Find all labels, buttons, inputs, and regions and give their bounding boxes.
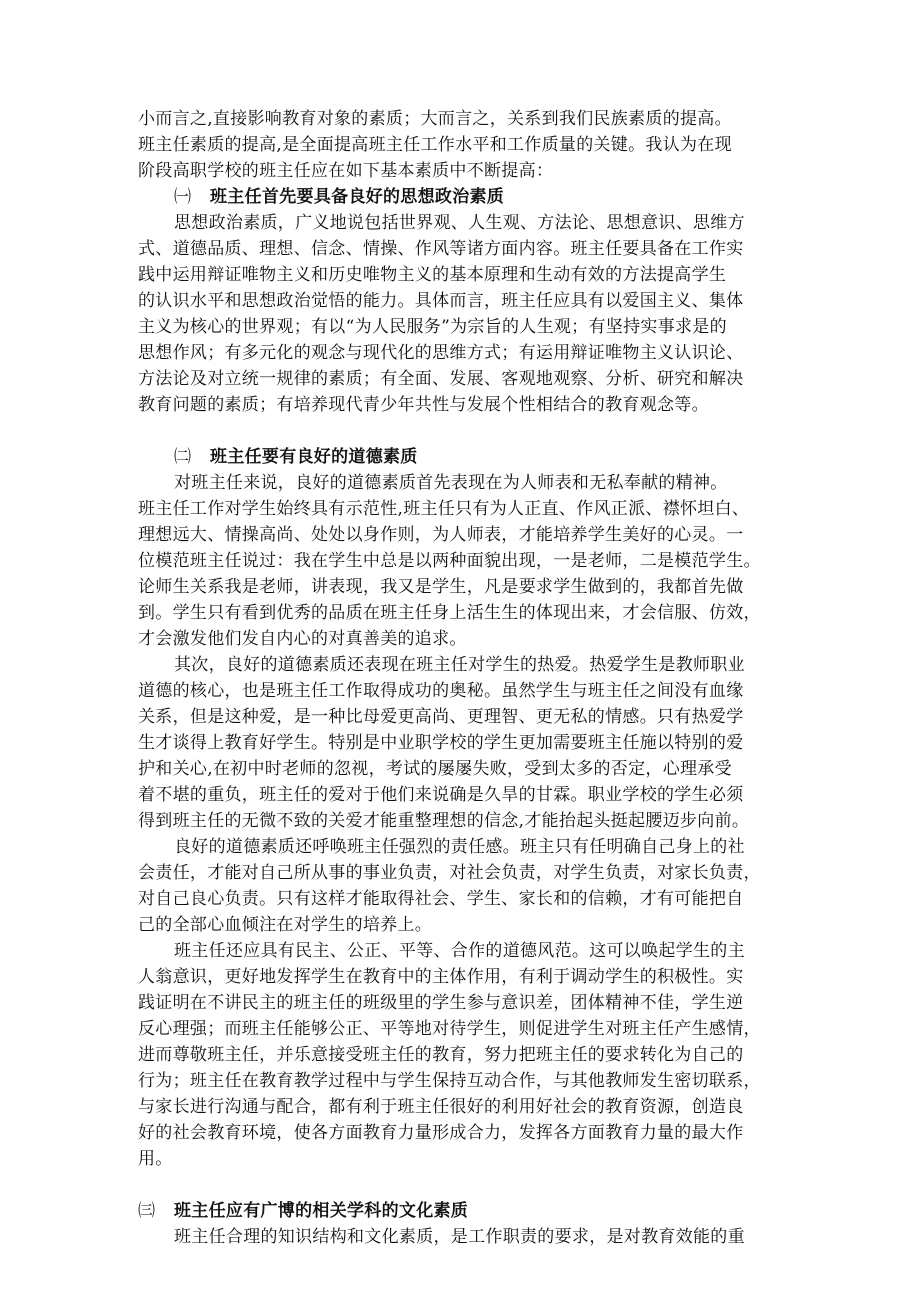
section-number: ㈢ — [138, 1201, 156, 1221]
text-line: 理想远大、情操高尚、处处以身作则，为人师表，才能培养学生美好的心灵。一 — [138, 525, 744, 545]
section-number: ㈡ — [174, 447, 192, 467]
section3-paragraph — [138, 1224, 788, 1250]
text-line: 班主任工作对学生始终具有示范性,班主任只有为人正直、作风正派、襟怀坦白、 — [138, 499, 750, 519]
text-line: 护和关心,在初中时老师的忽视，考试的屡屡失败，受到太多的否定，心理承受 — [138, 759, 732, 779]
text-line: 良好的道德素质还呼唤班主任强烈的责任感。班主只有任明确自己身上的社 — [174, 837, 745, 857]
text-line: 思想作风；有多元化的观念与现代化的思维方式；有运用辩证唯物主义认识论、 — [138, 343, 744, 363]
section-title: 班主任应有广博的相关学科的文化素质 — [174, 1201, 469, 1221]
section-title: 班主任要有良好的道德素质 — [210, 447, 418, 467]
text-line: 人翁意识，更好地发挥学生在教育中的主体作用，有利于调动学生的积极性。实 — [138, 967, 744, 987]
text-line: 道德的核心，也是班主任工作取得成功的奥秘。虽然学生与班主任之间没有血缘 — [138, 681, 744, 701]
text-line: 好的社会教育环境，使各方面教育力量形成合力，发挥各方面教育力量的最大作 — [138, 1123, 744, 1143]
text-line: 到。学生只有看到优秀的品质在班主任身上活生生的体现出来，才会信服、仿效， — [138, 603, 761, 623]
text-line: 着不堪的重负，班主任的爱对于他们来说确是久旱的甘霖。职业学校的学生必须 — [138, 785, 744, 805]
text-line: 与家长进行沟通与配合，都有利于班主任很好的利用好社会的教育资源，创造良 — [138, 1097, 744, 1117]
section-number: ㈠ — [174, 187, 192, 207]
text-line: 班主任合理的知识结构和文化素质，是工作职责的要求，是对教育效能的重 — [174, 1227, 745, 1247]
section2-paragraph-3 — [138, 834, 788, 938]
section-title: 班主任首先要具备良好的思想政治素质 — [210, 187, 505, 207]
blank-line — [138, 1172, 788, 1198]
text-line: 行为；班主任在教育教学过程中与学生保持互动合作，与其他教师发生密切联系， — [138, 1071, 761, 1091]
text-line: 关系，但是这种爱，是一种比母爱更高尚、更理智、更无私的情感。只有热爱学 — [138, 707, 744, 727]
text-line: 其次，良好的道德素质还表现在班主任对学生的热爱。热爱学生是教师职业 — [174, 655, 745, 675]
text-line: 方法论及对立统一规律的素质；有全面、发展、客观地观察、分析、研究和解决 — [138, 369, 744, 389]
text-line: 践证明在不讲民主的班主任的班级里的学生参与意识差，团体精神不佳，学生逆 — [138, 993, 744, 1013]
text-line: 己的全部心血倾注在对学生的培养上。 — [138, 915, 433, 935]
section2-paragraph-1 — [138, 470, 788, 652]
text-line: 论师生关系我是老师，讲表现，我又是学生，凡是要求学生做到的，我都首先做 — [138, 577, 744, 597]
text-line: 对自己良心负责。只有这样才能取得社会、学生、家长和的信赖，才有可能把自 — [138, 889, 744, 909]
text-line: 会责任，才能对自己所从事的事业负责，对社会负责，对学生负责，对家长负责， — [138, 863, 761, 883]
text-line: 对班主任来说，良好的道德素质首先表现在为人师表和无私奉献的精神。 — [174, 473, 728, 493]
text-line: 阶段高职学校的班主任应在如下基本素质中不断提高： — [138, 161, 554, 181]
document-page — [138, 106, 788, 1250]
text-line: 践中运用辩证唯物主义和历史唯物主义的基本原理和生动有效的方法提高学生 — [138, 265, 727, 285]
text-line: 班主任还应具有民主、公正、平等、合作的道德风范。这可以唤起学生的主 — [174, 941, 745, 961]
text-line: 生才谈得上教育好学生。特别是中业职学校的学生更加需要班主任施以特别的爱 — [138, 733, 744, 753]
intro-paragraph — [138, 106, 788, 184]
text-line: 进而尊敬班主任，并乐意接受班主任的教育，努力把班主任的要求转化为自己的 — [138, 1045, 744, 1065]
section-heading-2 — [138, 444, 788, 470]
text-line: 思想政治素质，广义地说包括世界观、人生观、方法论、思想意识、思维方 — [174, 213, 745, 233]
text-line: 用。 — [138, 1149, 173, 1169]
section-heading-1 — [138, 184, 788, 210]
text-line: 的认识水平和思想政治觉悟的能力。具体而言，班主任应具有以爱国主义、集体 — [138, 291, 744, 311]
section1-paragraph — [138, 210, 788, 418]
text-line: 主义为核心的世界观；有以“为人民服务”为宗旨的人生观；有坚持实事求是的 — [138, 317, 727, 337]
text-line: 教育问题的素质；有培养现代青少年共性与发展个性相结合的教育观念等。 — [138, 395, 709, 415]
text-line: 得到班主任的无微不致的关爱才能重整理想的信念,才能抬起头挺起腰迈步向前。 — [138, 811, 750, 831]
section2-paragraph-4 — [138, 938, 788, 1172]
section2-paragraph-2 — [138, 652, 788, 834]
text-line: 班主任素质的提高,是全面提高班主任工作水平和工作质量的关键。我认为在现 — [138, 135, 732, 155]
text-line: 才会激发他们发自内心的对真善美的追求。 — [138, 629, 467, 649]
text-line: 小而言之,直接影响教育对象的素质；大而言之，关系到我们民族素质的提高。 — [138, 109, 732, 129]
text-line: 式、道德品质、理想、信念、情操、作风等诸方面内容。班主任要具备在工作实 — [138, 239, 744, 259]
section-heading-3 — [138, 1198, 788, 1224]
text-line: 位模范班主任说过：我在学生中总是以两种面貌出现，一是老师，二是模范学生。 — [138, 551, 761, 571]
text-line: 反心理强；而班主任能够公正、平等地对待学生，则促进学生对班主任产生感情， — [138, 1019, 761, 1039]
blank-line — [138, 418, 788, 444]
